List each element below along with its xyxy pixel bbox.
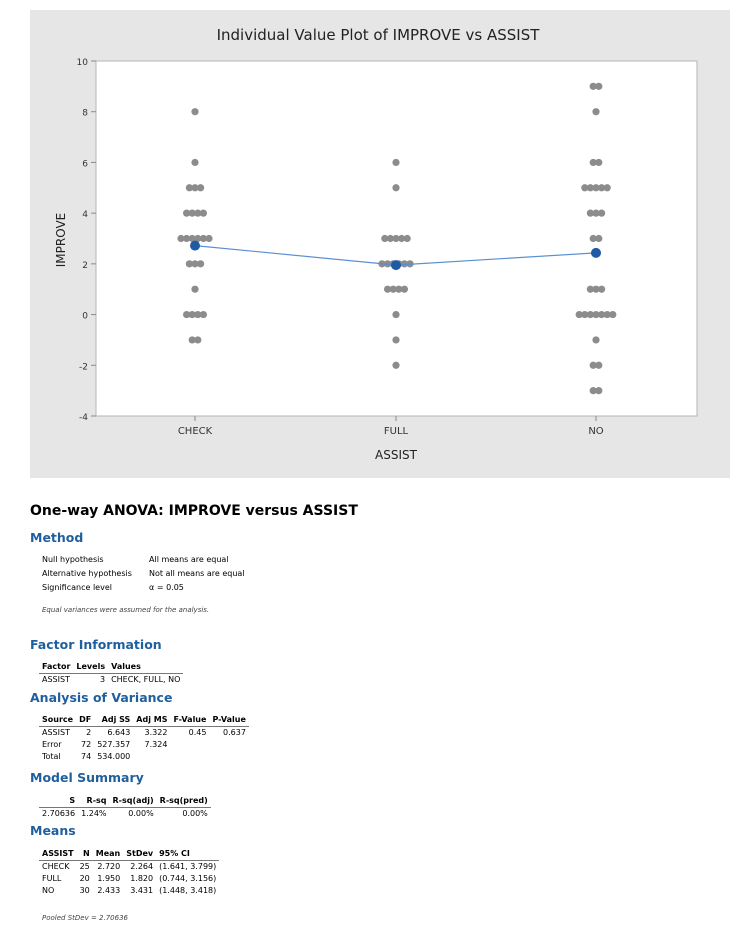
- factor-header: Factor: [39, 661, 73, 674]
- model-header-rsq: R-sq: [78, 795, 109, 808]
- model-header-s: S: [39, 795, 78, 808]
- data-point: [592, 336, 599, 343]
- x-tick-label: NO: [588, 426, 604, 437]
- data-point: [392, 311, 399, 318]
- levels-header: Levels: [73, 661, 108, 674]
- anova-cell: 72: [81, 740, 92, 749]
- report-title: One-way ANOVA: IMPROVE versus ASSIST: [30, 503, 358, 519]
- method-heading: Method: [30, 530, 84, 545]
- data-point: [392, 362, 399, 369]
- anova-cell: Error: [42, 740, 62, 749]
- anova-cell: [209, 751, 248, 763]
- method-label-sig: Significance level: [42, 583, 112, 592]
- mean-point: [591, 248, 601, 258]
- means-cell: 1.820: [130, 874, 154, 883]
- table-row: [39, 808, 211, 821]
- means-cell: 25: [79, 862, 90, 871]
- model-header-rsqadj: R-sq(adj): [110, 795, 157, 808]
- means-header-stdev: StDev: [123, 848, 156, 861]
- anova-header-adjss: Adj SS: [94, 714, 133, 727]
- y-tick-label: -4: [79, 413, 88, 423]
- means-cell: 3.431: [130, 886, 154, 895]
- individual-value-plot: [30, 10, 730, 478]
- model-cell: 0.00%: [128, 809, 154, 818]
- data-point: [598, 286, 605, 293]
- model-cell: 2.70636: [42, 809, 76, 818]
- anova-cell: [170, 739, 209, 751]
- data-point: [200, 210, 207, 217]
- means-cell: 20: [79, 874, 90, 883]
- anova-cell: Total: [42, 752, 61, 761]
- anova-header-pvalue: P-Value: [209, 714, 248, 727]
- data-point: [592, 108, 599, 115]
- anova-heading: Analysis of Variance: [30, 690, 173, 705]
- y-tick-label: -2: [79, 362, 88, 373]
- anova-cell: ASSIST: [42, 728, 70, 737]
- data-point: [604, 184, 611, 191]
- table-row: [39, 873, 219, 885]
- anova-header-adjms: Adj MS: [133, 714, 170, 727]
- y-tick-label: 10: [76, 58, 88, 68]
- data-point: [404, 235, 411, 242]
- model-header-rsqpred: R-sq(pred): [157, 795, 211, 808]
- mean-point: [190, 241, 200, 251]
- table-row: [39, 739, 249, 751]
- means-cell: 2.264: [130, 862, 154, 871]
- model-cell: 1.24%: [81, 809, 107, 818]
- anova-cell: [133, 751, 170, 763]
- data-point: [595, 83, 602, 90]
- means-cell: (1.641, 3.799): [159, 862, 217, 871]
- data-point: [609, 311, 616, 318]
- method-value-alt: Not all means are equal: [149, 569, 245, 578]
- means-cell: CHECK: [42, 862, 70, 871]
- data-point: [191, 286, 198, 293]
- means-cell: 30: [79, 886, 90, 895]
- table-row: [39, 751, 249, 763]
- x-axis-label: ASSIST: [375, 448, 417, 462]
- data-point: [197, 260, 204, 267]
- y-tick-label: 0: [82, 311, 88, 322]
- means-cell: 2.433: [97, 886, 121, 895]
- anova-cell: 527.357: [97, 740, 131, 749]
- model-table: [39, 795, 211, 820]
- anova-table: [39, 714, 249, 763]
- y-tick-label: 4: [82, 210, 88, 221]
- anova-cell: 6.643: [107, 728, 131, 737]
- table-row: [39, 885, 219, 897]
- data-point: [191, 108, 198, 115]
- data-point: [595, 362, 602, 369]
- means-header-mean: Mean: [93, 848, 123, 861]
- data-point: [205, 235, 212, 242]
- anova-cell: 0.45: [188, 728, 207, 737]
- levels-cell: 3: [99, 675, 106, 684]
- means-cell: 1.950: [97, 874, 121, 883]
- means-cell: (1.448, 3.418): [159, 886, 217, 895]
- means-cell: (0.744, 3.156): [159, 874, 217, 883]
- factor-heading: Factor Information: [30, 637, 162, 652]
- means-cell: 2.720: [97, 862, 121, 871]
- data-point: [200, 311, 207, 318]
- x-tick-label: FULL: [383, 426, 409, 437]
- anova-cell: 0.637: [223, 728, 246, 737]
- data-point: [191, 159, 198, 166]
- data-point: [598, 210, 605, 217]
- method-value-null: All means are equal: [149, 555, 229, 564]
- anova-cell: [209, 739, 248, 751]
- means-cell: NO: [42, 886, 55, 895]
- chart-title: Individual Value Plot of IMPROVE vs ASSIST: [216, 26, 540, 44]
- model-cell: 0.00%: [182, 809, 208, 818]
- method-label-alt: Alternative hypothesis: [42, 569, 132, 578]
- table-row: [39, 861, 219, 874]
- data-point: [392, 159, 399, 166]
- means-header-assist: ASSIST: [39, 848, 77, 861]
- model-heading: Model Summary: [30, 770, 144, 785]
- anova-cell: 534.000: [97, 752, 131, 761]
- factor-table: [39, 661, 183, 686]
- means-cell: FULL: [42, 874, 62, 883]
- data-point: [401, 286, 408, 293]
- anova-header-source: Source: [39, 714, 76, 727]
- pooled-stdev-note: Pooled StDev = 2.70636: [42, 914, 128, 922]
- mean-point: [391, 260, 401, 270]
- anova-cell: 2: [86, 728, 92, 737]
- factor-cell: ASSIST: [42, 675, 70, 684]
- y-tick-label: 2: [82, 260, 88, 271]
- data-point: [392, 336, 399, 343]
- anova-header-fvalue: F-Value: [170, 714, 209, 727]
- anova-header-df: DF: [76, 714, 94, 727]
- means-heading: Means: [30, 823, 76, 838]
- anova-cell: 3.322: [144, 728, 168, 737]
- anova-cell: 7.324: [144, 740, 168, 749]
- anova-cell: 74: [81, 752, 92, 761]
- values-cell: CHECK, FULL, NO: [111, 675, 181, 684]
- method-label-null: Null hypothesis: [42, 555, 104, 564]
- means-header-ci: 95% CI: [156, 848, 219, 861]
- anova-cell: [170, 751, 209, 763]
- data-point: [194, 336, 201, 343]
- x-tick-label: CHECK: [177, 426, 213, 437]
- data-point: [595, 235, 602, 242]
- data-point: [595, 387, 602, 394]
- chart-panel: [30, 10, 730, 478]
- y-tick-label: 6: [82, 159, 88, 170]
- values-header: Values: [108, 661, 183, 674]
- method-note: Equal variances were assumed for the analysis.: [42, 606, 210, 614]
- method-value-sig: α = 0.05: [149, 583, 184, 592]
- means-table: [39, 848, 219, 897]
- y-axis-label: IMPROVE: [54, 212, 68, 268]
- data-point: [197, 184, 204, 191]
- data-point: [595, 159, 602, 166]
- y-tick-label: 8: [82, 108, 88, 119]
- data-point: [392, 184, 399, 191]
- table-row: [39, 727, 249, 740]
- means-header-n: N: [77, 848, 93, 861]
